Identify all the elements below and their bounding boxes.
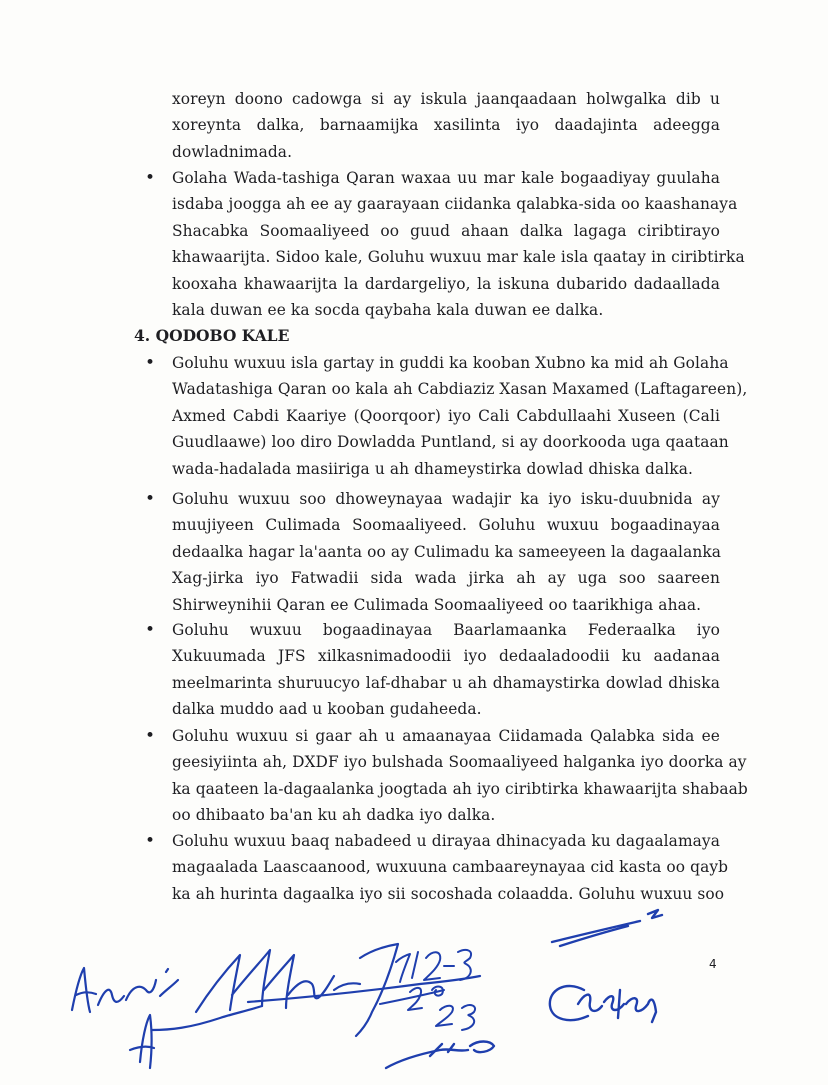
text-line: magaalada Laascaanood, wuxuuna cambaareynayaa cid kasta oo qayb [172, 858, 729, 877]
signature-right [550, 986, 656, 1022]
text-line: isdaba joogga ah ee ay gaarayaan ciidanka qalabka-sida oo kaashanaya [172, 195, 738, 214]
text-line: Goluhu wuxuu soo dhoweynayaa wadajir ka iyo isku-duubnida ay [172, 490, 720, 508]
signature-bottom [386, 1042, 494, 1069]
page-number: 4 [709, 957, 717, 971]
text-line: wada-hadalada masiiriga u ah dhameystirka dowlad dhiska dalka. [172, 459, 693, 478]
text-line: dedaalka hagar la'aanta oo ay Culimadu ka sameeyeen la dagaalanka [172, 542, 722, 561]
text-line: Xukuumada JFS xilkasnimadoodii iyo dedaaladoodii ku aadanaa [172, 647, 720, 666]
bullet-icon: • [145, 489, 156, 509]
text-line: meelmarinta shuruucyo laf-dhabar u ah dhamaystirka dowlad dhiska [172, 673, 720, 692]
text-line: Axmed Cabdi Kaariye (Qoorqoor) iyo Cali Cabdullaahi Xuseen (Cali [172, 406, 720, 425]
bullet-icon: • [145, 831, 156, 851]
text-line: geesiyiinta ah, DXDF iyo bulshada Soomaaliyeed halganka iyo doorka ay [172, 753, 747, 772]
text-line: khawaarijta. Sidoo kale, Goluhu wuxuu mar kale isla qaatay in ciribtirka [172, 248, 745, 267]
text-line: Guudlaawe) loo diro Dowladda Puntland, si ay doorkooda uga qaataan [172, 433, 729, 452]
text-line: Goluhu wuxuu si gaar ah u amaanayaa Ciidamada Qalabka sida ee [172, 727, 720, 745]
text-line: Goluhu wuxuu isla gartay in guddi ka kooban Xubno ka mid ah Golaha [172, 354, 729, 372]
handwritten-date [380, 950, 475, 1030]
bullet-icon: • [145, 726, 156, 746]
text-line: Xag-jirka iyo Fatwadii sida wada jirka ah ay uga soo saareen [172, 569, 720, 588]
text-line: ka qaateen la-dagaalanka joogtada ah iyo ciribtirka khawaarijta shabaab [172, 779, 748, 798]
text-line: oo dhibaato ba'an ku ah dadka iyo dalka. [172, 806, 496, 825]
signature-middle [196, 944, 480, 1036]
section-heading: 4. QODOBO KALE [134, 326, 290, 345]
text-line: dowladnimada. [172, 142, 293, 161]
text-line: xoreynta dalka, barnaamijka xasilinta iyo daadajinta adeegga [172, 116, 720, 135]
text-line: Shacabka Soomaaliyeed oo guud ahaan dalka lagaga ciribtirayo [172, 221, 720, 240]
bullet-icon: • [145, 620, 156, 640]
text-line: muujiyeen Culimada Soomaaliyeed. Goluhu wuxuu bogaadinayaa [172, 516, 720, 535]
text-line: Goluhu wuxuu bogaadinayaa Baarlamaanka Federaalka iyo [172, 621, 720, 639]
text-line: Golaha Wada-tashiga Qaran waxaa uu mar kale bogaadiyay guulaha [172, 169, 720, 187]
text-line: kooxaha khawaarijta la dardargeliyo, la iskuna dubarido dadaallada [172, 274, 720, 293]
text-line: Goluhu wuxuu baaq nabadeed u dirayaa dhinacyada ku dagaalamaya [172, 832, 720, 850]
initial-signature-top [552, 910, 662, 946]
bullet-icon: • [145, 353, 156, 373]
text-line: kala duwan ee ka socda qaybaha kala duwan ee dalka. [172, 300, 604, 319]
bullet-icon: • [145, 168, 156, 188]
text-line: xoreyn doono cadowga si ay iskula jaanqaadaan holwgalka dib u [172, 90, 720, 108]
text-line: dalka muddo aad u kooban gudaheeda. [172, 700, 482, 719]
text-line: Wadatashiga Qaran oo kala ah Cabdiaziz Xasan Maxamed (Laftagareen), [172, 380, 748, 399]
text-line: ka ah hurinta dagaalka iyo sii socoshada colaadda. Goluhu wuxuu soo [172, 884, 725, 903]
text-line: Shirweynihii Qaran ee Culimada Soomaaliyeed oo taarikhiga ahaa. [172, 595, 702, 614]
